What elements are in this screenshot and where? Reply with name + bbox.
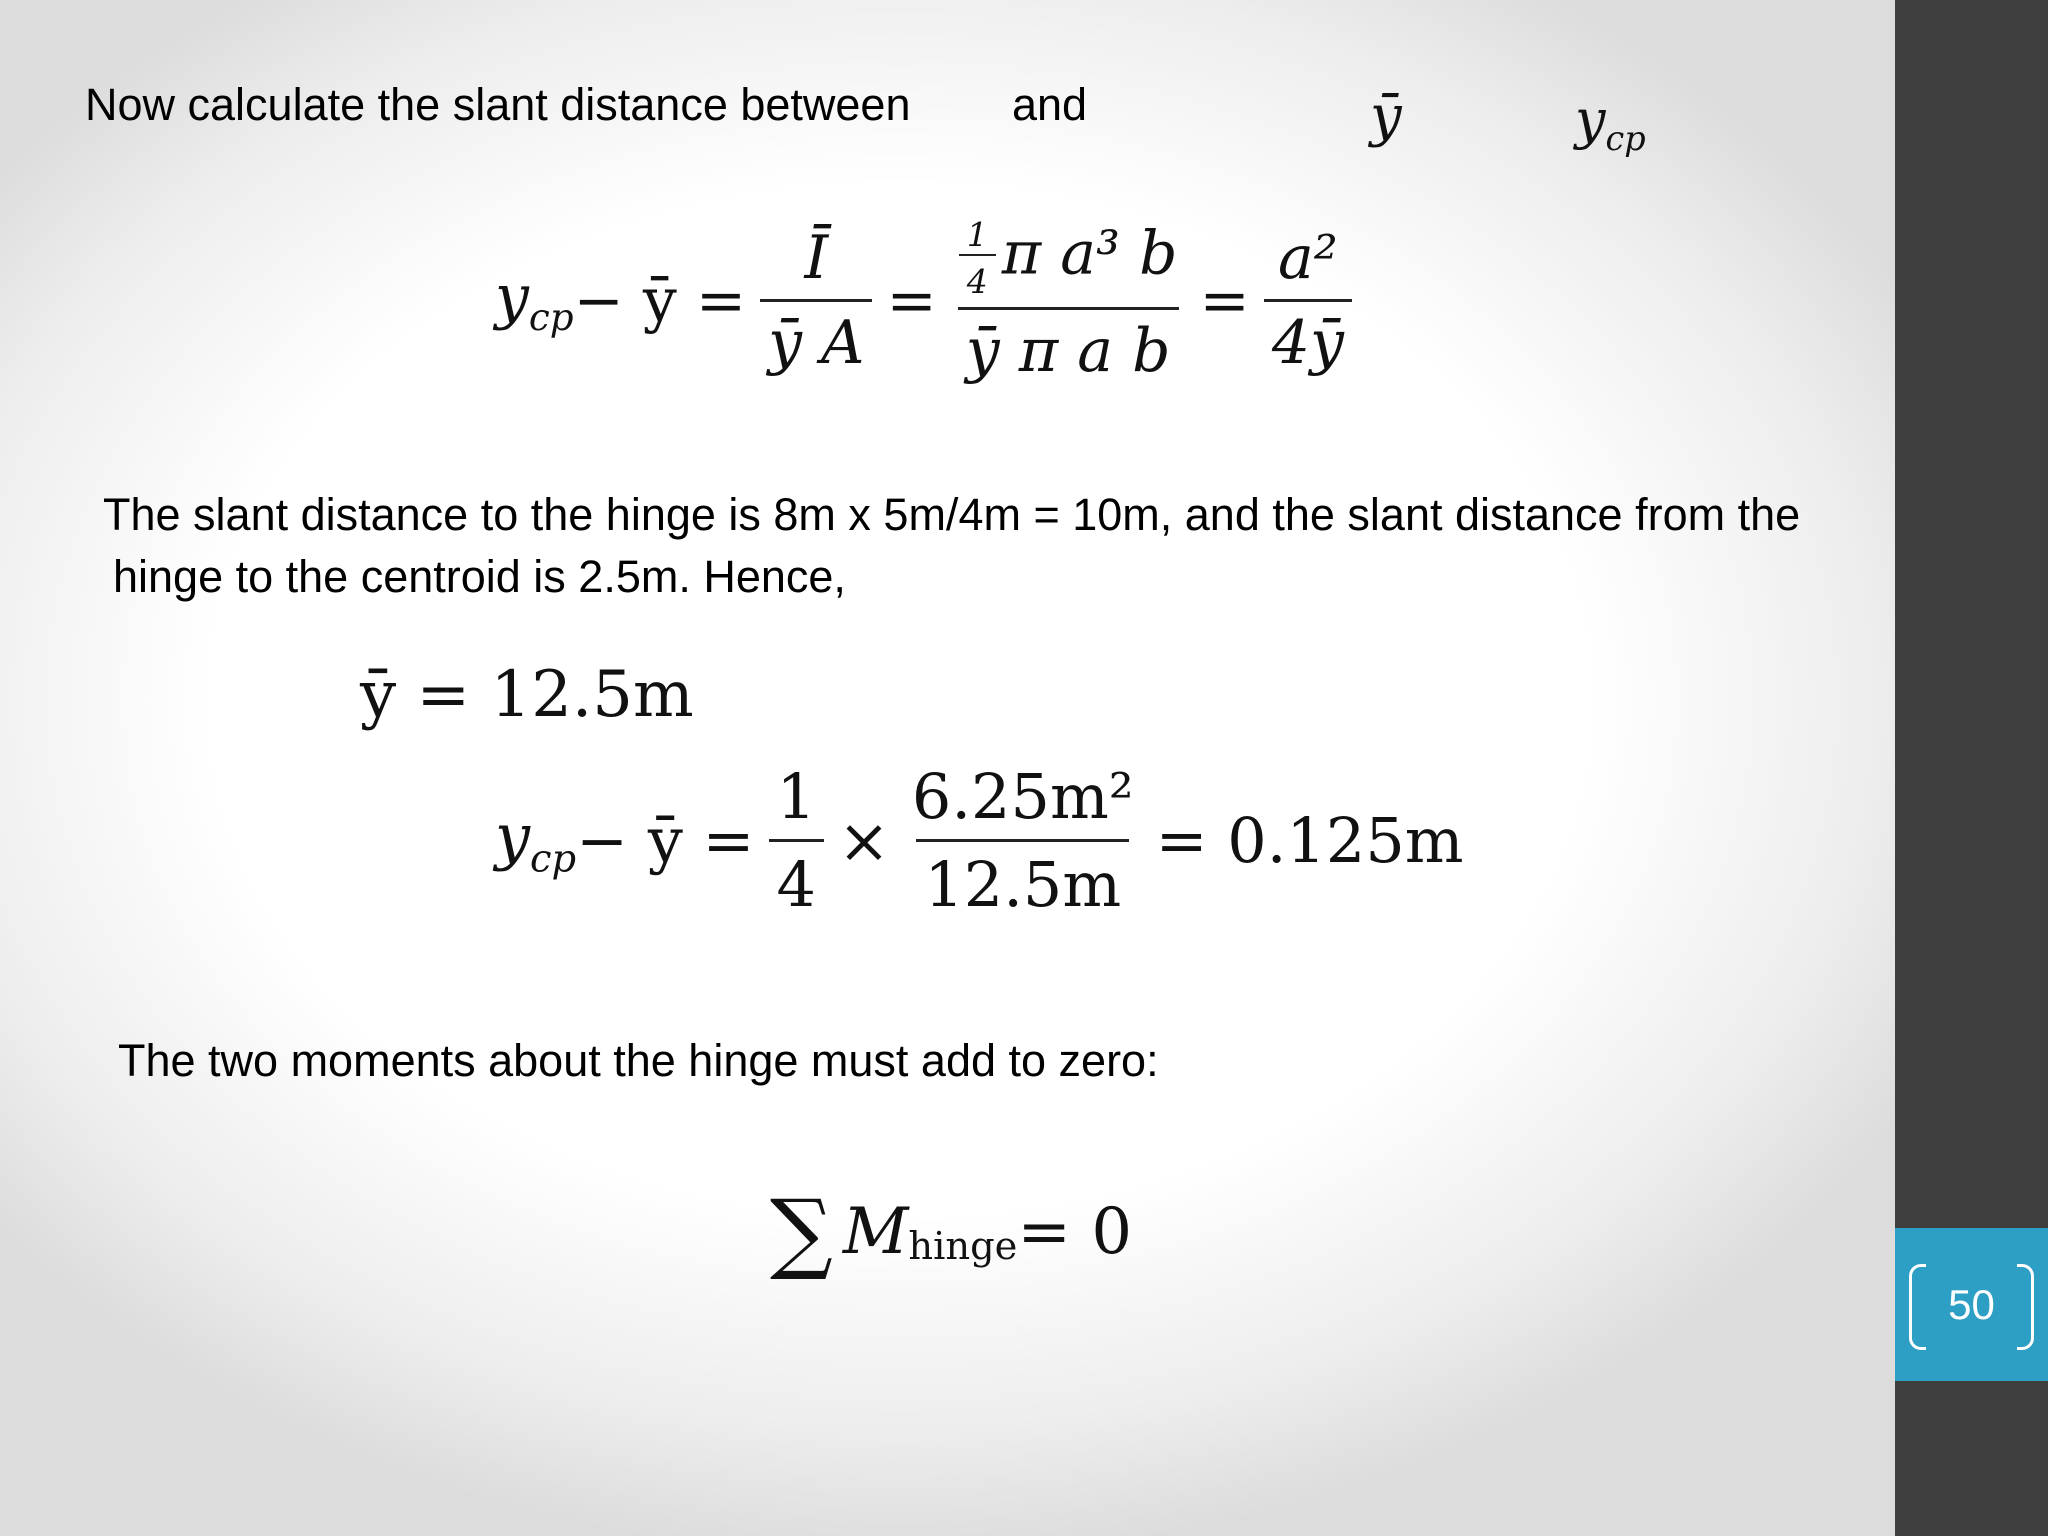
equation-ycp-result: $y_{cp}$ − ȳ = $\frac{1}{4}$ × $\frac{\text{6.25m²}}{12.5m}$ = 0.125m [495,760,1464,921]
intro-text: Now calculate the slant distance between [85,79,911,130]
moments-text: The two moments about the hinge must add to zero: [118,1035,1159,1086]
ybar-symbol: ȳ [1370,84,1402,149]
ycp-symbol: $y_{cp}$ [1575,88,1646,158]
fraction-I-over-yA: $\frac{Ī}{\text{ȳ A}}$ [760,223,872,378]
equation-ycp-derivation: $y_{cp}$ − ȳ = $\frac{Ī}{\text{ȳ A}}$ = $\frac{1}{4}$ π a³ b ȳ π a b = $\frac{\text{a²}}{4ȳ}$ [495,215,1366,386]
equation-ybar-value: ȳ = 12.5m [360,658,694,732]
slant-distance-text-line1: The slant distance to the hinge is 8m x 5m/4m = 10m, and the slant distance from the [103,489,1801,540]
intro-and: and [1012,79,1088,130]
fraction-one-quarter: $\frac{1}{4}$ [769,760,824,921]
page-number: 50 [1948,1280,1995,1328]
page-number-badge [1895,1228,2048,1381]
slant-distance-text-line2: hinge to the centroid is 2.5m. Hence, [113,551,846,602]
fraction-area-over-depth: $\frac{\text{6.25m²}}{12.5m}$ [911,760,1134,921]
fraction-a2-over-4ybar: $\frac{\text{a²}}{4ȳ}$ [1264,223,1352,378]
fraction-ellipse-moment: $\frac{1}{4}$ π a³ b ȳ π a b [951,215,1186,386]
equation-moment-sum: ∑ M $_{hinge}$ = 0 [770,1180,1133,1283]
